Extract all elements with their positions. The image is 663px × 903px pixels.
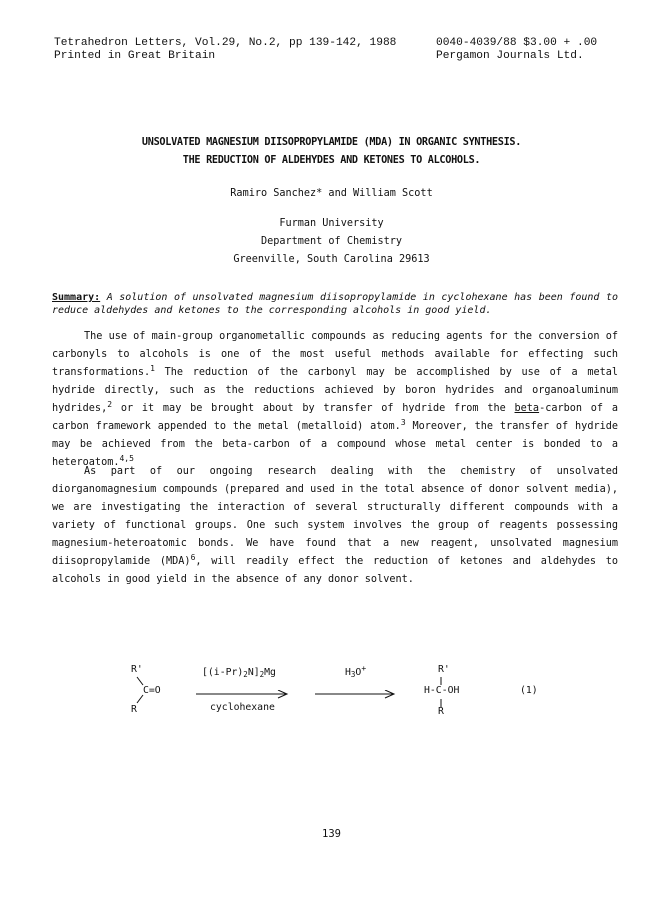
reactant-r-prime: R' [131,664,143,675]
ref-4-5: 4,5 [119,454,134,463]
reaction-arrow-1 [196,690,292,700]
paragraph-2 [52,463,618,589]
p1-text-3: or it may be brought about by transfer of hydride from the [112,403,515,414]
reaction-arrow-2 [315,690,399,700]
journal-citation: Tetrahedron Letters, Vol.29, No.2, pp 139-142, 1988 [54,37,397,49]
p2-text-1: As part of our ongoing research dealing with the chemistry of unsolvated diorganomagnesium compounds (prepared and used in the total absence of donor solvent media), we are investigating the interaction of several structurally different compounds with a variety of functional groups. One such system involves the group of reagents possessing magnesium-heteroatomic bonds. We have found that a new reagent, unsolvated magnesium diisopropylamide (MDA) [52,466,618,567]
beta-underlined: beta [514,403,540,414]
issn-price: 0040-4039/88 $3.00 + .00 [436,37,598,49]
affiliation-address: Greenville, South Carolina 29613 [233,254,430,265]
paragraph-1 [52,328,618,472]
equation-number: (1) [520,685,538,696]
reagent-acid: $H_3O^+$ [345,664,367,679]
p1-text-5: Moreover, the transfer of hydride may be achieved from the beta-carbon of a compound whose metal center is bonded to a heteroatom. [52,421,618,468]
title-line-1: UNSOLVATED MAGNESIUM DIISOPROPYLAMIDE (MDA) IN ORGANIC SYNTHESIS. [141,137,522,148]
reactant-carbonyl: C=O [143,685,161,696]
reagent-mda: $[(i-Pr)_2N]_2Mg$ [202,667,276,679]
printed-in: Printed in Great Britain [54,50,216,62]
reactant-r: R [131,704,137,715]
authors: Ramiro Sanchez* and William Scott [230,188,433,199]
p1-text-2: The reduction of the carbonyl may be accomplished by use of a metal hydride directly, such as the reductions achieved by boron hydrides and organoaluminum hydrides, [52,367,618,414]
p1-text-4: -carbon of a carbon framework appended to the metal (metalloid) atom. [52,403,618,432]
ref-6: 6 [190,553,196,562]
product-r: R [438,706,444,717]
ref-3: 3 [400,418,406,427]
ref-1: 1 [150,364,155,373]
summary [52,291,618,317]
publisher: Pergamon Journals Ltd. [436,50,584,62]
summary-label: Summary: [52,292,101,303]
page-number: 139 [322,828,341,840]
ref-2: 2 [107,400,113,409]
affiliation-department: Department of Chemistry [260,236,403,247]
affiliation-university: Furman University [279,218,384,229]
title-line-2: THE REDUCTION OF ALDEHYDES AND KETONES TO ALCOHOLS. [182,155,481,166]
solvent-label: cyclohexane [210,702,275,713]
product-alcohol: H-C-OH [424,685,460,696]
p2-text-2: , will readily effect the reduction of ketones and aldehydes to alcohols in good yield in the absence of any donor solvent. [52,556,619,585]
summary-text: A solution of unsolvated magnesium diisopropylamide in cyclohexane has been found to reduce aldehydes and ketones to the corresponding alcohols in good yield. [52,292,618,316]
reactant-bonds [130,672,150,708]
product-r-prime: R' [438,664,450,675]
p1-text-1: The use of main-group organometallic compounds as reducing agents for the conversion of carbonyls to alcohols is one of the most useful methods available for effecting such transformations. [52,331,618,378]
product-bonds [436,674,446,714]
